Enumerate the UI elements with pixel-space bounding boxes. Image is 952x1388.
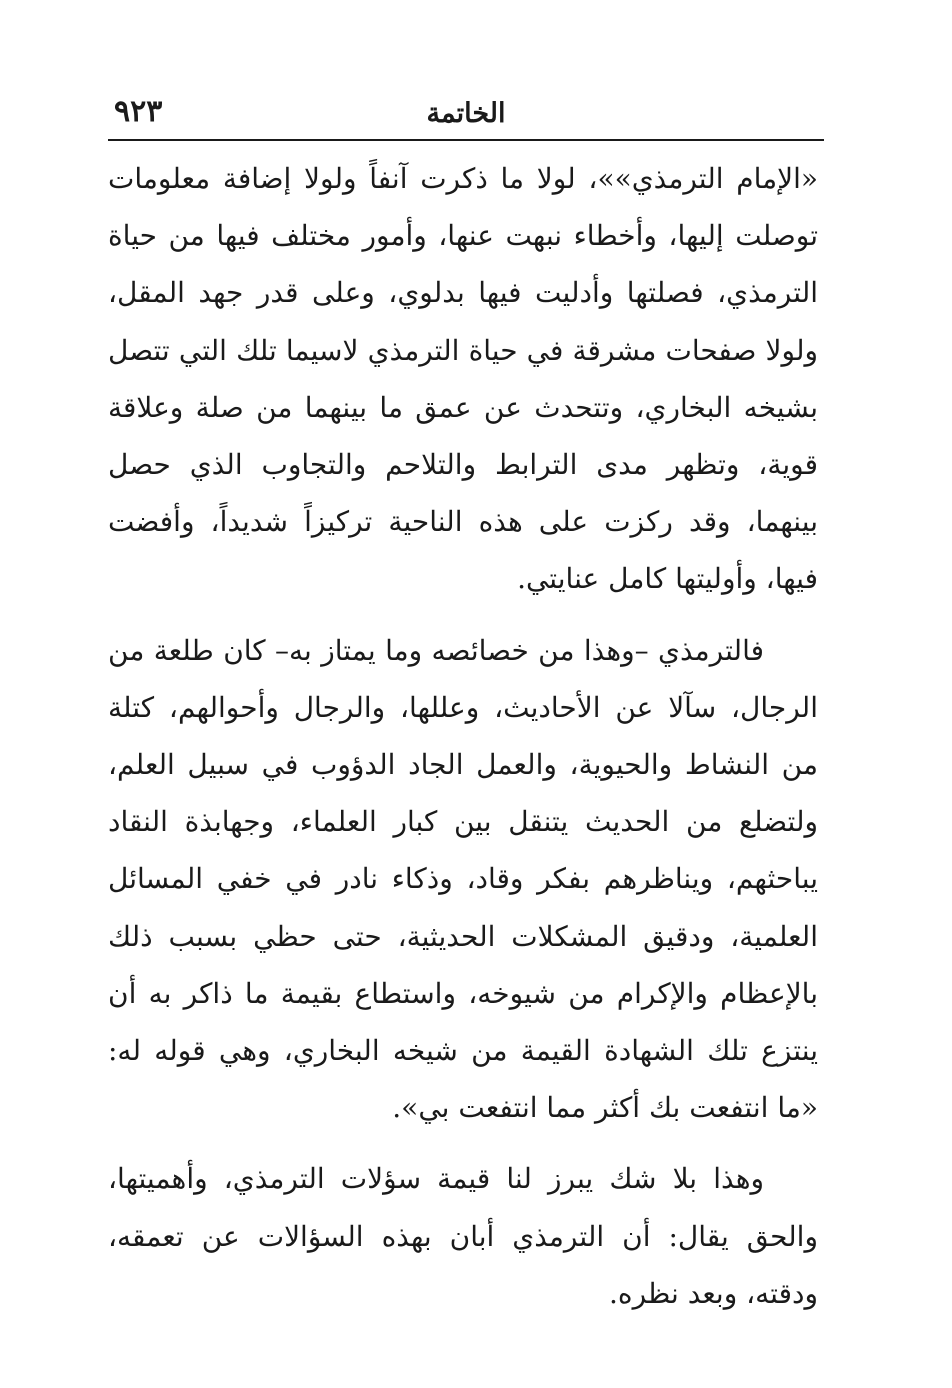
body-text <box>108 150 818 1322</box>
header-rule <box>108 139 824 141</box>
paragraph-2: فالترمذي –وهذا من خصائصه وما يمتاز به– كان طلعة من الرجال، سآلا عن الأحاديث، وعللها، والرجال وأحوالهم، كتلة من النشاط والحيوية، والعمل الجاد الدؤوب في سبيل العلم، ولتضلع من الحديث يتنقل بين كبار العلماء، وجهابذة النقاد يباحثهم، ويناظرهم بفكر وقاد، وذكاء نادر في خفي المسائل العلمية، ودقيق المشكلات الحديثية، حتى حظي بسبب ذلك بالإعظام والإكرام من شيوخه، واستطاع بقيمة ما ذاكر به أن ينتزع تلك الشهادة القيمة من شيخه البخاري، وهي قوله له: «ما انتفعت بك أكثر مما انتفعت بي». <box>108 633 819 1125</box>
page-header <box>108 88 824 138</box>
paragraph-1: «الإمام الترمذي»»، لولا ما ذكرت آنفاً ولولا إضافة معلومات توصلت إليها، وأخطاء نبهت عنها، وأمور مختلف فيها من حياة الترمذي، فصلتها وأدليت فيها بدلوي، وعلى قدر جهد المقل، ولولا صفحات مشرقة في حياة الترمذي لاسيما تلك التي تتصل بشيخه البخاري، وتتحدث عن عمق ما بينهما من صلة وعلاقة قوية، وتظهر مدى الترابط والتلاحم والتجاوب الذي حصل بينهما، وقد ركزت على هذه الناحية تركيزاً شديداً، وأفضت فيها، وأوليتها كامل عنايتي. <box>108 162 818 596</box>
paragraph-3: وهذا بلا شك يبرز لنا قيمة سؤلات الترمذي، وأهميتها، والحق يقال: أن الترمذي أبان بهذه السؤالات عن تعمقه، ودقته، وبعد نظره. <box>108 1162 818 1310</box>
running-title: الخاتمة <box>426 98 506 129</box>
page-number: ٩٢٣ <box>114 94 163 129</box>
